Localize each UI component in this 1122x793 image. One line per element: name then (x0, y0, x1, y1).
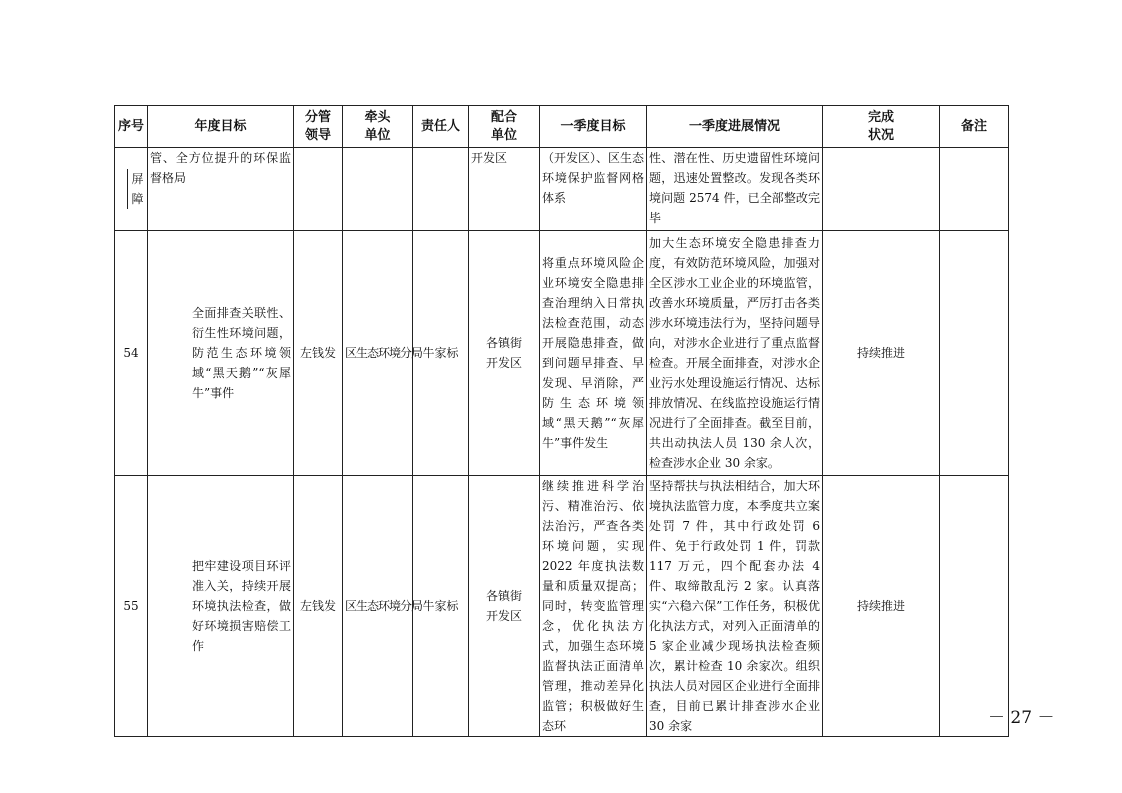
q1-goal-cell: 继续推进科学治污、精准治污、依法治污，严查各类环境问题，实现 2022 年度执法数量和质量双提高；同时，转变监管理念，优化执法方式，加强生态环境监督执法正面清单管理，推动差异化监管；积极做好生态环 (540, 476, 647, 737)
goal-cell: 全面排查关联性、衍生性环境问题，防范生态环境领域“黑天鹅”“灰犀牛”事件 (148, 231, 294, 476)
person-cell: 牛家标 (413, 476, 469, 737)
q1-progress-cell: 加大生态环境安全隐患排查力度，有效防范环境风险，加强对全区涉水工业企业的环境监管，改善水环境质量，严厉打击各类涉水环境违法行为，坚持问题导向，对涉水企业进行了重点监督检查。开展全面排查，对涉水企业污水处理设施运行情况、达标排放情况、在线监控设施运行情况进行了全面排查。截至目前，共出动执法人员 130 余人次，检查涉水企业 30 余家。 (647, 231, 823, 476)
q1-progress-cell: 性、潜在性、历史遗留性环境问题，迅速处置整改。发现各类环境问题 2574 件，已全部整改完毕 (647, 148, 823, 231)
header-q1-goal: 一季度目标 (540, 106, 647, 148)
work-progress-table (114, 105, 1009, 737)
header-goal: 年度目标 (148, 106, 294, 148)
table-row (115, 476, 1009, 737)
q1-goal-cell: 将重点环境风险企业环境安全隐患排查治理纳入日常执法检查范围，动态开展隐患排查，做到问题早排查、早发现、早消除，严防生态环境领域“黑天鹅”“灰犀牛”事件发生 (540, 231, 647, 476)
q1-goal-cell: （开发区）、区生态环境保护监督网格体系 (540, 148, 647, 231)
lead-unit-cell: 区生态环境分局 (343, 476, 413, 737)
person-cell (413, 148, 469, 231)
note-cell (940, 476, 1009, 737)
goal-cell: 管、全方位提升的环保监督格局 (148, 148, 294, 231)
table-row (115, 231, 1009, 476)
header-coop-unit: 配合 单位 (469, 106, 540, 148)
page-number: － 27 － (988, 708, 1055, 728)
status-cell (823, 148, 940, 231)
header-seq: 序号 (115, 106, 148, 148)
header-row (115, 106, 1009, 148)
q1-progress-cell: 坚持帮扶与执法相结合，加大环境执法监管力度，本季度共立案处罚 7 件，其中行政处罚 6 件、免于行政处罚 1 件，罚款 117 万元，四个配套办法 4 件、取缔散乱污 2 家。认真落实“六稳六保”工作任务，积极优化执法方式，对列入正面清单的 5 家企业减少现场执法检查频次，累计检查 10 余家次。组织执法人员对园区企业进行全面排查，目前已累计排查涉水企业 30 余家 (647, 476, 823, 737)
coop-unit-cell: 各镇街 开发区 (469, 476, 540, 737)
seq-cell: 54 (115, 231, 148, 476)
header-leader: 分管 领导 (294, 106, 343, 148)
header-q1-progress: 一季度进展情况 (647, 106, 823, 148)
header-note: 备注 (940, 106, 1009, 148)
lead-unit-cell (343, 148, 413, 231)
status-cell: 持续推进 (823, 231, 940, 476)
leader-cell: 左钱发 (294, 476, 343, 737)
seq-cell: 55 (115, 476, 148, 737)
header-lead-unit: 牵头 单位 (343, 106, 413, 148)
header-status: 完成 状况 (823, 106, 940, 148)
table-row (115, 148, 1009, 231)
note-cell (940, 231, 1009, 476)
coop-unit-cell: 各镇街 开发区 (469, 231, 540, 476)
leader-cell: 左钱发 (294, 231, 343, 476)
goal-cell: 把牢建设项目环评准入关，持续开展环境执法检查，做好环境损害赔偿工作 (148, 476, 294, 737)
status-cell: 持续推进 (823, 476, 940, 737)
header-person: 责任人 (413, 106, 469, 148)
note-cell (940, 148, 1009, 231)
leader-cell (294, 148, 343, 231)
person-cell: 牛家标 (413, 231, 469, 476)
lead-unit-cell: 区生态环境分局 (343, 231, 413, 476)
coop-unit-cell: 开发区 (469, 148, 540, 231)
category-cell: 屏 障 (115, 148, 148, 231)
